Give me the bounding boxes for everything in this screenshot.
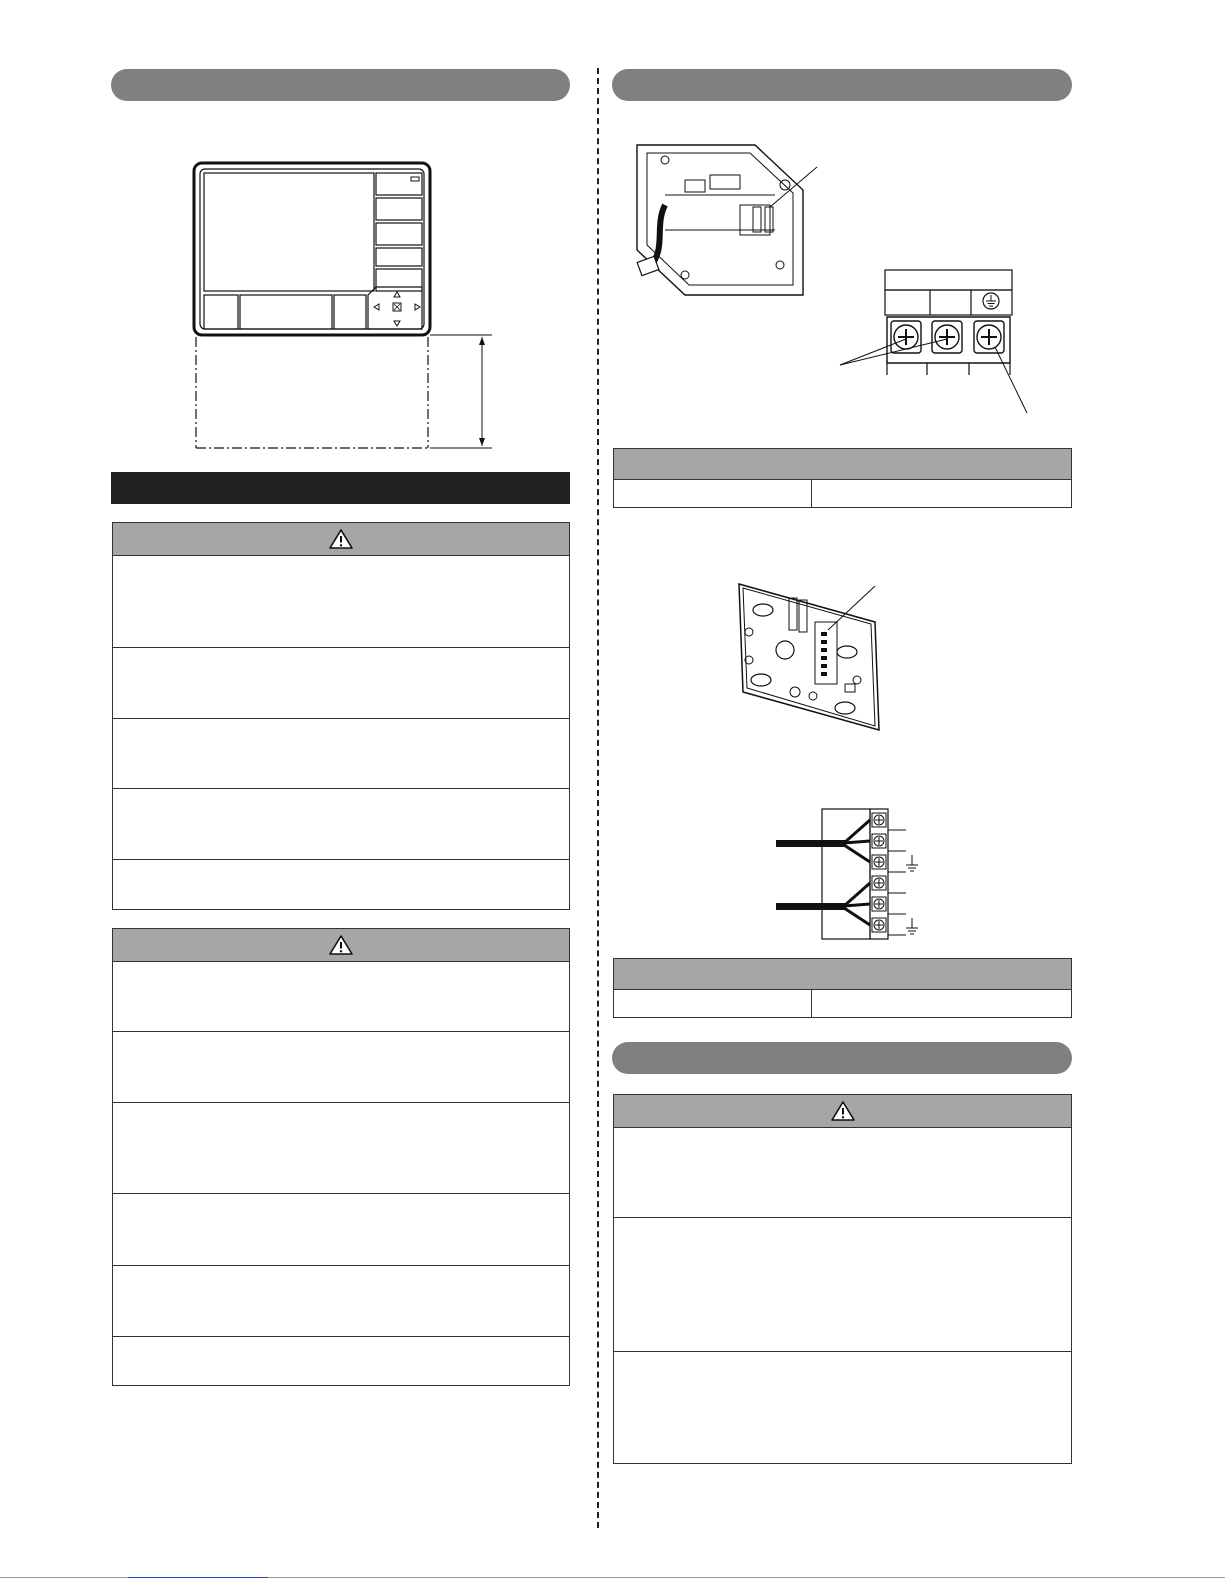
black-band-title: [111, 472, 570, 504]
warning-box-2-header: [614, 1095, 1071, 1128]
section-header-left: [111, 69, 570, 101]
wiring-terminal-drawing: [625, 135, 1035, 425]
spec-table-2-header: [614, 959, 1071, 990]
spec-table-1-divider: [811, 479, 812, 507]
warning-box-divider: [113, 647, 569, 648]
mounting-plate-drawing: [725, 580, 895, 740]
ground-icon: [906, 855, 918, 871]
warning-box-2-divider: [614, 1351, 1071, 1352]
warning-box-2: [613, 1094, 1072, 1464]
caution-box-divider: [113, 1193, 569, 1194]
warning-triangle-icon: [830, 1100, 856, 1122]
warning-box-header: [113, 523, 569, 556]
remote-controller-front-drawing: [180, 155, 500, 455]
spec-table-1-header: [614, 449, 1071, 480]
caution-box-header: [113, 929, 569, 962]
footer-link[interactable]: [128, 1577, 268, 1578]
ground-icon: [983, 293, 999, 309]
caution-box-divider: [113, 1336, 569, 1337]
caution-box-divider: [113, 1031, 569, 1032]
warning-box-divider: [113, 859, 569, 860]
caution-box-divider: [113, 1102, 569, 1103]
wire-connection-drawing: [770, 805, 930, 945]
warning-box-2-divider: [614, 1217, 1071, 1218]
spec-table-2-divider: [811, 989, 812, 1017]
section-header-right: [612, 69, 1072, 101]
caution-box-divider: [113, 1265, 569, 1266]
spec-table-2: [613, 958, 1072, 1018]
spec-table-1: [613, 448, 1072, 508]
warning-box-divider: [113, 718, 569, 719]
warning-box-divider: [113, 788, 569, 789]
warning-triangle-icon: [328, 528, 354, 550]
warning-box: [112, 522, 570, 910]
warning-triangle-icon: [328, 934, 354, 956]
column-divider: [597, 68, 599, 1528]
caution-box: [112, 928, 570, 1386]
section-header-right-2: [612, 1042, 1072, 1074]
